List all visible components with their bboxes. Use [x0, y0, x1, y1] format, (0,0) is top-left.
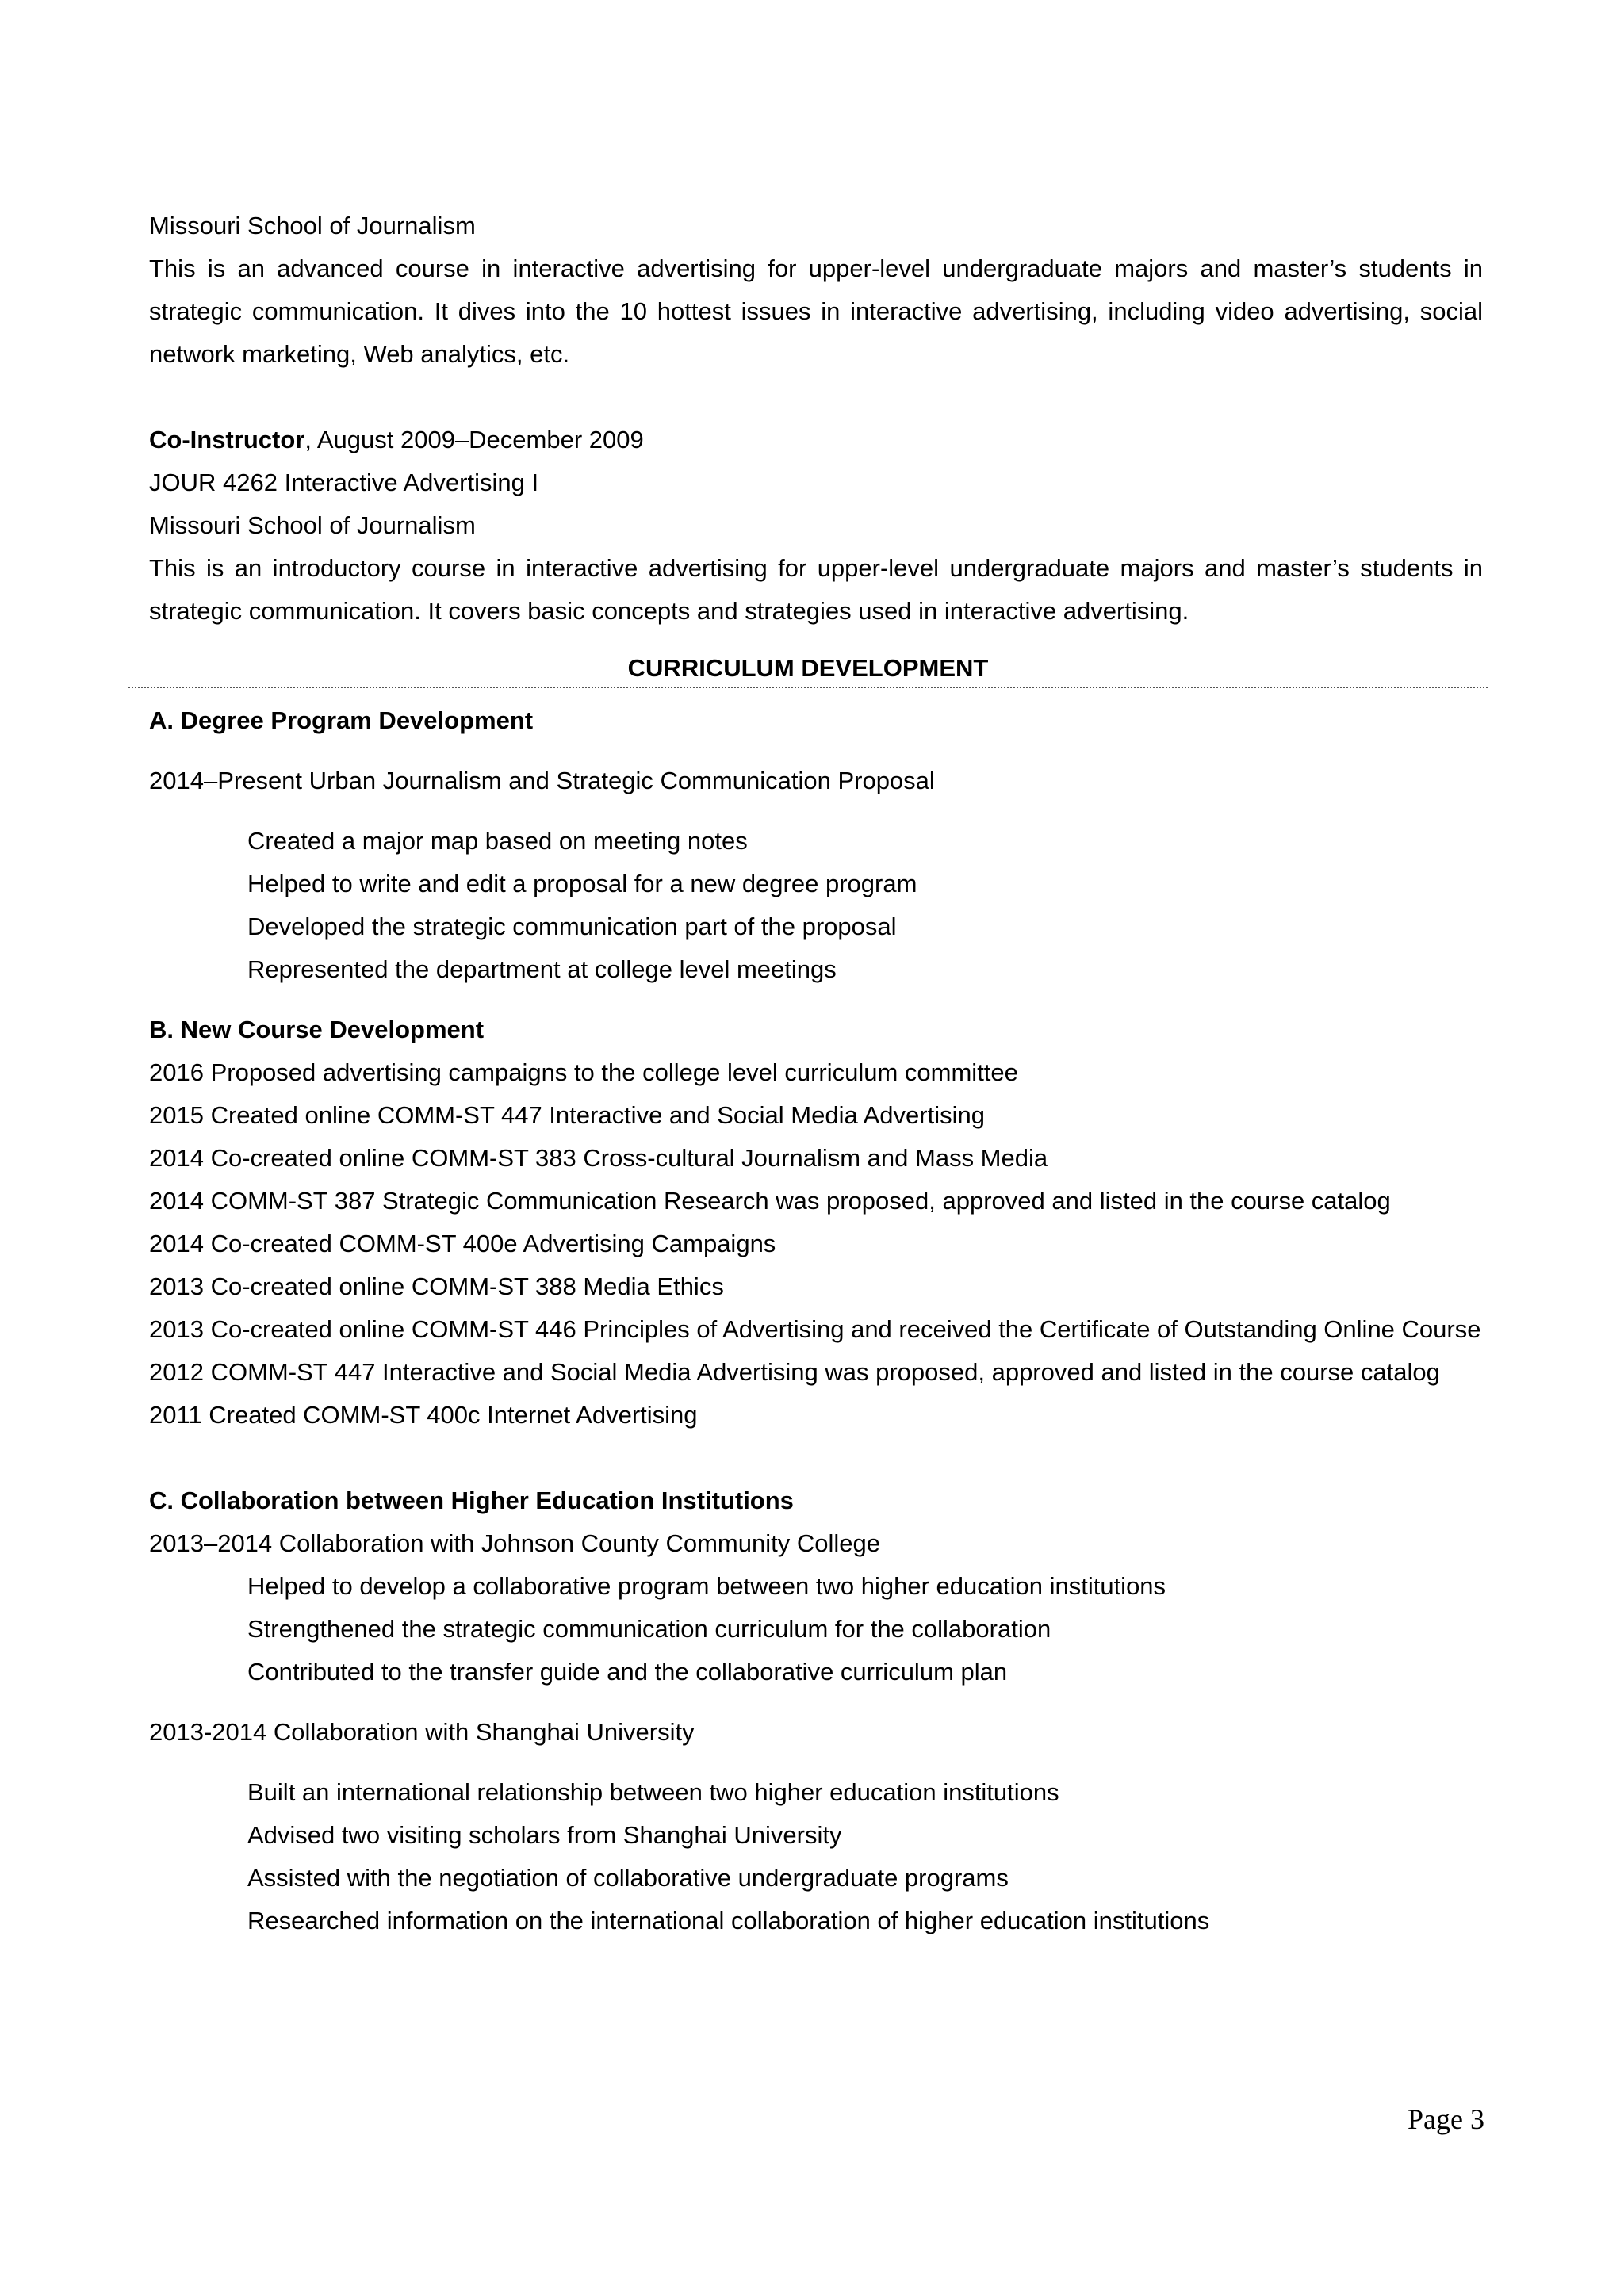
page-number: Page 3 [1408, 2103, 1484, 2135]
collaboration-entry: 2013–2014 Collaboration with Johnson County Community College [149, 1529, 880, 1557]
subsection-heading: A. Degree Program Development [149, 706, 534, 734]
list-item: 2015 Created online COMM-ST 447 Interactive and Social Media Advertising [149, 1101, 985, 1129]
degree-items-list [149, 820, 1483, 991]
list-item: Strengthened the strategic communication curriculum for the collaboration [247, 1615, 1051, 1643]
collaboration-entry: 2013-2014 Collaboration with Shanghai University [149, 1718, 695, 1746]
list-item: 2014 Co-created COMM-ST 400e Advertising Campaigns [149, 1230, 776, 1257]
list-item: 2013 Co-created online COMM-ST 388 Media Ethics [149, 1272, 724, 1300]
list-item: Advised two visiting scholars from Shanghai University [247, 1821, 842, 1849]
list-item: Contributed to the transfer guide and the collaborative curriculum plan [247, 1658, 1008, 1686]
school-name: Missouri School of Journalism [149, 212, 476, 239]
new-course-list [149, 1051, 1483, 1437]
role-dates: , August 2009–December 2009 [304, 426, 644, 453]
course-description: This is an advanced course in interactive advertising for upper-level undergraduate majors and master’s students in strategic communication. It dives into the 10 hottest issues in interactive advertising, including video advertising, social network marketing, Web analytics, etc. [149, 254, 1483, 368]
list-item: Assisted with the negotiation of collaborative undergraduate programs [247, 1864, 1009, 1892]
subsection-heading: C. Collaboration between Higher Education Institutions [149, 1487, 794, 1514]
course-description: This is an introductory course in interactive advertising for upper-level undergraduate majors and master’s students in strategic communication. It covers basic concepts and strategies used in interactive advertising. [149, 554, 1483, 625]
page-body [149, 205, 1483, 1942]
section-header [128, 650, 1488, 688]
list-item: 2016 Proposed advertising campaigns to the college level curriculum committee [149, 1058, 1018, 1086]
list-item: 2013 Co-created online COMM-ST 446 Principles of Advertising and received the Certificate of Outstanding Online Course [149, 1315, 1481, 1343]
list-item: Represented the department at college level meetings [247, 955, 837, 983]
school-name: Missouri School of Journalism [149, 511, 476, 539]
list-item: Created a major map based on meeting notes [247, 827, 748, 855]
degree-entry: 2014–Present Urban Journalism and Strategic Communication Proposal [149, 767, 935, 794]
role-title: Co-Instructor [149, 426, 305, 453]
list-item: 2014 COMM-ST 387 Strategic Communication Research was proposed, approved and listed in the course catalog [149, 1187, 1391, 1215]
co-instructor-entry [149, 419, 1483, 461]
list-item: 2014 Co-created online COMM-ST 383 Cross-cultural Journalism and Mass Media [149, 1144, 1048, 1172]
subsection-heading: B. New Course Development [149, 1016, 485, 1043]
list-item: Developed the strategic communication part of the proposal [247, 913, 897, 940]
spacer [149, 376, 1483, 419]
section-title: CURRICULUM DEVELOPMENT [627, 654, 989, 682]
spacer [149, 633, 1483, 650]
list-item: Helped to develop a collaborative program between two higher education institutions [247, 1572, 1166, 1600]
list-item: Researched information on the international collaboration of higher education institutions [247, 1907, 1210, 1934]
list-item: 2011 Created COMM-ST 400c Internet Advertising [149, 1401, 698, 1429]
list-item: 2012 COMM-ST 447 Interactive and Social Media Advertising was proposed, approved and listed in the course catalog [149, 1358, 1440, 1386]
list-item: Helped to write and edit a proposal for a new degree program [247, 870, 917, 897]
jccc-items-list [149, 1565, 1483, 1693]
course-title: JOUR 4262 Interactive Advertising I [149, 469, 539, 496]
list-item: Built an international relationship between two higher education institutions [247, 1778, 1059, 1806]
shanghai-items-list [149, 1771, 1483, 1942]
